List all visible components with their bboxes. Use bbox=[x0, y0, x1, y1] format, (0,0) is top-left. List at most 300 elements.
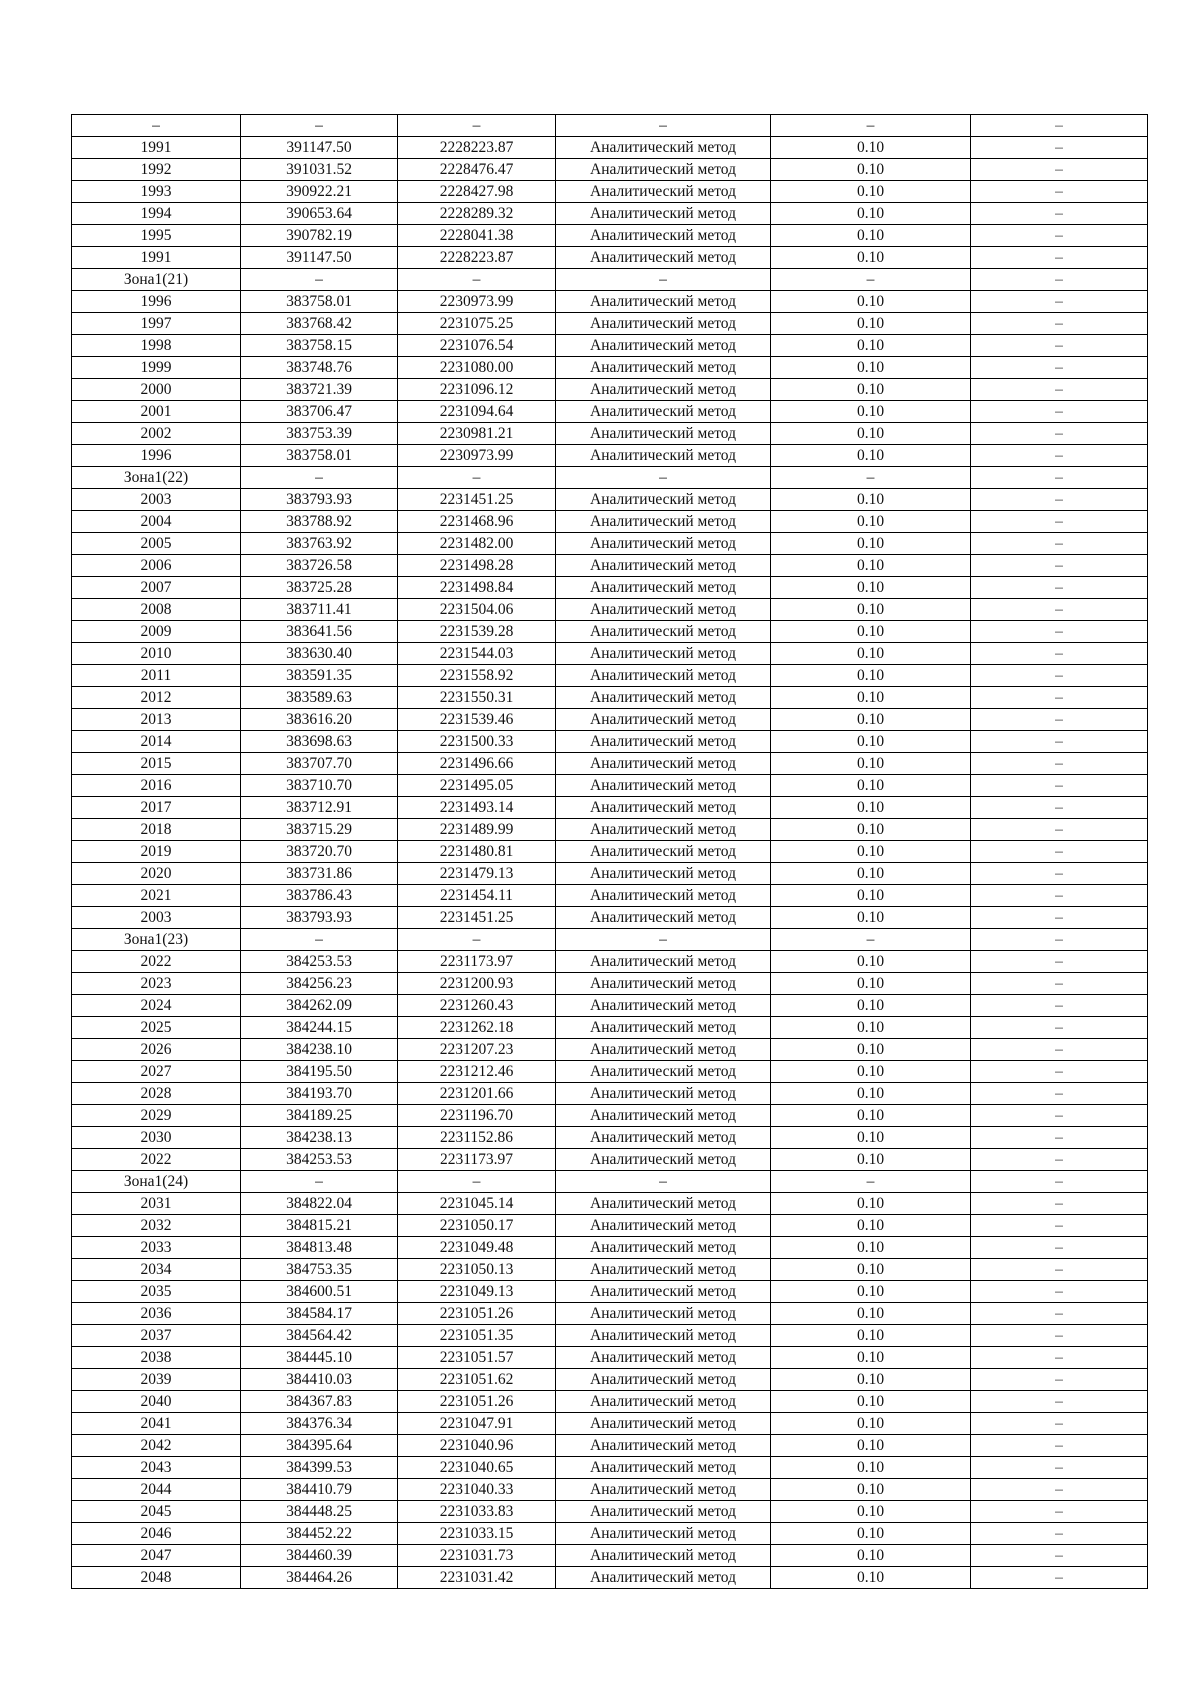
accuracy-cell: 0.10 bbox=[771, 1391, 971, 1413]
x-coordinate-cell: 383786.43 bbox=[241, 885, 398, 907]
table-row bbox=[72, 863, 1148, 885]
x-coordinate-cell: 390782.19 bbox=[241, 225, 398, 247]
method-cell: Аналитический метод bbox=[556, 687, 771, 709]
method-cell: Аналитический метод bbox=[556, 643, 771, 665]
point-number-cell: 2041 bbox=[72, 1413, 241, 1435]
table-row bbox=[72, 335, 1148, 357]
table-row bbox=[72, 1325, 1148, 1347]
table-row bbox=[72, 819, 1148, 841]
x-coordinate-cell: 384253.53 bbox=[241, 1149, 398, 1171]
description-cell: – bbox=[971, 1237, 1148, 1259]
accuracy-cell: 0.10 bbox=[771, 973, 971, 995]
table-row bbox=[72, 137, 1148, 159]
table-row bbox=[72, 753, 1148, 775]
y-coordinate-cell: 2230973.99 bbox=[398, 445, 556, 467]
description-cell: – bbox=[971, 885, 1148, 907]
description-cell: – bbox=[971, 1325, 1148, 1347]
point-number-cell: 2045 bbox=[72, 1501, 241, 1523]
point-number-cell: 2009 bbox=[72, 621, 241, 643]
y-coordinate-cell: 2228289.32 bbox=[398, 203, 556, 225]
x-coordinate-cell: 384193.70 bbox=[241, 1083, 398, 1105]
description-cell: – bbox=[971, 159, 1148, 181]
y-coordinate-cell: – bbox=[398, 269, 556, 291]
x-coordinate-cell: 383641.56 bbox=[241, 621, 398, 643]
accuracy-cell: 0.10 bbox=[771, 401, 971, 423]
table-row bbox=[72, 1545, 1148, 1567]
x-coordinate-cell: 384262.09 bbox=[241, 995, 398, 1017]
y-coordinate-cell: 2231451.25 bbox=[398, 907, 556, 929]
x-coordinate-cell: 383721.39 bbox=[241, 379, 398, 401]
y-coordinate-cell: 2231033.83 bbox=[398, 1501, 556, 1523]
table-row bbox=[72, 401, 1148, 423]
table-row bbox=[72, 1215, 1148, 1237]
point-number-cell: 2025 bbox=[72, 1017, 241, 1039]
table-row bbox=[72, 599, 1148, 621]
point-number-cell: 2002 bbox=[72, 423, 241, 445]
accuracy-cell: 0.10 bbox=[771, 423, 971, 445]
point-number-cell: 2030 bbox=[72, 1127, 241, 1149]
x-coordinate-cell: 384564.42 bbox=[241, 1325, 398, 1347]
x-coordinate-cell: 384460.39 bbox=[241, 1545, 398, 1567]
y-coordinate-cell: 2230973.99 bbox=[398, 291, 556, 313]
y-coordinate-cell: 2231031.73 bbox=[398, 1545, 556, 1567]
x-coordinate-cell: 390922.21 bbox=[241, 181, 398, 203]
y-coordinate-cell: 2231539.46 bbox=[398, 709, 556, 731]
table-row bbox=[72, 1171, 1148, 1193]
accuracy-cell: 0.10 bbox=[771, 225, 971, 247]
x-coordinate-cell: 384753.35 bbox=[241, 1259, 398, 1281]
description-cell: – bbox=[971, 1215, 1148, 1237]
table-row bbox=[72, 247, 1148, 269]
y-coordinate-cell: 2231051.35 bbox=[398, 1325, 556, 1347]
point-number-cell: 1999 bbox=[72, 357, 241, 379]
accuracy-cell: 0.10 bbox=[771, 1193, 971, 1215]
description-cell: – bbox=[971, 819, 1148, 841]
table-row bbox=[72, 1017, 1148, 1039]
point-number-cell: 2034 bbox=[72, 1259, 241, 1281]
y-coordinate-cell: 2231075.25 bbox=[398, 313, 556, 335]
table-row bbox=[72, 907, 1148, 929]
table-row bbox=[72, 379, 1148, 401]
method-cell: Аналитический метод bbox=[556, 753, 771, 775]
table-row bbox=[72, 709, 1148, 731]
method-cell: Аналитический метод bbox=[556, 577, 771, 599]
y-coordinate-cell: 2231482.00 bbox=[398, 533, 556, 555]
description-cell: – bbox=[971, 1391, 1148, 1413]
description-cell: – bbox=[971, 1281, 1148, 1303]
point-number-cell: 2043 bbox=[72, 1457, 241, 1479]
accuracy-cell: 0.10 bbox=[771, 1347, 971, 1369]
y-coordinate-cell: 2231495.05 bbox=[398, 775, 556, 797]
accuracy-cell: 0.10 bbox=[771, 159, 971, 181]
x-coordinate-cell: 384253.53 bbox=[241, 951, 398, 973]
point-number-cell: 2006 bbox=[72, 555, 241, 577]
x-coordinate-cell: 384256.23 bbox=[241, 973, 398, 995]
description-cell: – bbox=[971, 1149, 1148, 1171]
method-cell: Аналитический метод bbox=[556, 797, 771, 819]
x-coordinate-cell: 384815.21 bbox=[241, 1215, 398, 1237]
method-cell: – bbox=[556, 269, 771, 291]
x-coordinate-cell: 384464.26 bbox=[241, 1567, 398, 1589]
accuracy-cell: 0.10 bbox=[771, 555, 971, 577]
point-number-cell: 2036 bbox=[72, 1303, 241, 1325]
x-coordinate-cell: 383748.76 bbox=[241, 357, 398, 379]
table-row bbox=[72, 1039, 1148, 1061]
y-coordinate-cell: 2231201.66 bbox=[398, 1083, 556, 1105]
method-cell: Аналитический метод bbox=[556, 863, 771, 885]
point-number-cell: 2044 bbox=[72, 1479, 241, 1501]
method-cell: Аналитический метод bbox=[556, 665, 771, 687]
x-coordinate-cell: 383788.92 bbox=[241, 511, 398, 533]
accuracy-cell: 0.10 bbox=[771, 1105, 971, 1127]
table-row bbox=[72, 1105, 1148, 1127]
y-coordinate-cell: 2231051.62 bbox=[398, 1369, 556, 1391]
description-cell: – bbox=[971, 1017, 1148, 1039]
point-number-cell: 2013 bbox=[72, 709, 241, 731]
accuracy-cell: – bbox=[771, 929, 971, 951]
x-coordinate-cell: 383707.70 bbox=[241, 753, 398, 775]
x-coordinate-cell: 383710.70 bbox=[241, 775, 398, 797]
point-number-cell: 2046 bbox=[72, 1523, 241, 1545]
x-coordinate-cell: 384395.64 bbox=[241, 1435, 398, 1457]
method-cell: Аналитический метод bbox=[556, 621, 771, 643]
point-number-cell: Зона1(21) bbox=[72, 269, 241, 291]
y-coordinate-cell: 2231096.12 bbox=[398, 379, 556, 401]
table-row bbox=[72, 1369, 1148, 1391]
x-coordinate-cell: 384367.83 bbox=[241, 1391, 398, 1413]
accuracy-cell: 0.10 bbox=[771, 1083, 971, 1105]
table-row bbox=[72, 1259, 1148, 1281]
x-coordinate-cell: 384195.50 bbox=[241, 1061, 398, 1083]
x-coordinate-cell: 383715.29 bbox=[241, 819, 398, 841]
point-number-cell: 2042 bbox=[72, 1435, 241, 1457]
x-coordinate-cell: 383630.40 bbox=[241, 643, 398, 665]
y-coordinate-cell: 2231500.33 bbox=[398, 731, 556, 753]
table-row bbox=[72, 1435, 1148, 1457]
x-coordinate-cell: – bbox=[241, 467, 398, 489]
method-cell: Аналитический метод bbox=[556, 1237, 771, 1259]
description-cell: – bbox=[971, 1567, 1148, 1589]
description-cell: – bbox=[971, 379, 1148, 401]
accuracy-cell: 0.10 bbox=[771, 665, 971, 687]
method-cell: Аналитический метод bbox=[556, 225, 771, 247]
method-cell: Аналитический метод bbox=[556, 291, 771, 313]
accuracy-cell: 0.10 bbox=[771, 1523, 971, 1545]
table-row bbox=[72, 687, 1148, 709]
accuracy-cell: 0.10 bbox=[771, 841, 971, 863]
y-coordinate-cell: – bbox=[398, 929, 556, 951]
x-coordinate-cell: 391147.50 bbox=[241, 137, 398, 159]
table-row bbox=[72, 995, 1148, 1017]
point-number-cell: 1995 bbox=[72, 225, 241, 247]
description-cell: – bbox=[971, 1369, 1148, 1391]
y-coordinate-cell: 2231493.14 bbox=[398, 797, 556, 819]
accuracy-cell: 0.10 bbox=[771, 1457, 971, 1479]
description-cell: – bbox=[971, 1501, 1148, 1523]
description-cell: – bbox=[971, 269, 1148, 291]
y-coordinate-cell: 2231498.28 bbox=[398, 555, 556, 577]
method-cell: Аналитический метод bbox=[556, 775, 771, 797]
x-coordinate-cell: 384376.34 bbox=[241, 1413, 398, 1435]
accuracy-cell: 0.10 bbox=[771, 863, 971, 885]
table-row bbox=[72, 181, 1148, 203]
y-coordinate-cell: 2231196.70 bbox=[398, 1105, 556, 1127]
method-cell: Аналитический метод bbox=[556, 1567, 771, 1589]
table-row bbox=[72, 1303, 1148, 1325]
description-cell: – bbox=[971, 357, 1148, 379]
method-cell: Аналитический метод bbox=[556, 1391, 771, 1413]
method-cell: Аналитический метод bbox=[556, 511, 771, 533]
accuracy-cell: 0.10 bbox=[771, 511, 971, 533]
table-row bbox=[72, 489, 1148, 511]
table-row bbox=[72, 1281, 1148, 1303]
accuracy-cell: 0.10 bbox=[771, 885, 971, 907]
point-number-cell: 2023 bbox=[72, 973, 241, 995]
description-cell: – bbox=[971, 1171, 1148, 1193]
table-row bbox=[72, 885, 1148, 907]
method-cell: Аналитический метод bbox=[556, 709, 771, 731]
y-coordinate-cell: 2228476.47 bbox=[398, 159, 556, 181]
table-row bbox=[72, 1061, 1148, 1083]
description-cell: – bbox=[971, 1303, 1148, 1325]
x-coordinate-cell: 391147.50 bbox=[241, 247, 398, 269]
method-cell: – bbox=[556, 929, 771, 951]
method-cell: Аналитический метод bbox=[556, 1083, 771, 1105]
description-cell: – bbox=[971, 137, 1148, 159]
point-number-cell: 2022 bbox=[72, 951, 241, 973]
table-row bbox=[72, 357, 1148, 379]
description-cell: – bbox=[971, 467, 1148, 489]
method-cell: Аналитический метод bbox=[556, 885, 771, 907]
method-cell: Аналитический метод bbox=[556, 137, 771, 159]
table-row bbox=[72, 665, 1148, 687]
point-number-cell: 2016 bbox=[72, 775, 241, 797]
x-coordinate-cell: 383758.01 bbox=[241, 291, 398, 313]
point-number-cell: 2048 bbox=[72, 1567, 241, 1589]
point-number-cell: 2011 bbox=[72, 665, 241, 687]
point-number-cell: Зона1(22) bbox=[72, 467, 241, 489]
accuracy-cell: 0.10 bbox=[771, 907, 971, 929]
table-row bbox=[72, 1237, 1148, 1259]
method-cell: Аналитический метод bbox=[556, 1193, 771, 1215]
description-cell: – bbox=[971, 313, 1148, 335]
method-cell: Аналитический метод bbox=[556, 1149, 771, 1171]
y-coordinate-cell: 2231049.48 bbox=[398, 1237, 556, 1259]
accuracy-cell: 0.10 bbox=[771, 753, 971, 775]
x-coordinate-cell: 384813.48 bbox=[241, 1237, 398, 1259]
accuracy-cell: 0.10 bbox=[771, 1149, 971, 1171]
description-cell: – bbox=[971, 1435, 1148, 1457]
accuracy-cell: 0.10 bbox=[771, 1435, 971, 1457]
table-row bbox=[72, 225, 1148, 247]
method-cell: Аналитический метод bbox=[556, 1369, 771, 1391]
method-cell: Аналитический метод bbox=[556, 1281, 771, 1303]
point-number-cell: 2028 bbox=[72, 1083, 241, 1105]
y-coordinate-cell: 2231040.96 bbox=[398, 1435, 556, 1457]
accuracy-cell: – bbox=[771, 269, 971, 291]
description-cell: – bbox=[971, 489, 1148, 511]
method-cell: Аналитический метод bbox=[556, 379, 771, 401]
y-coordinate-cell: 2231051.26 bbox=[398, 1303, 556, 1325]
table-row bbox=[72, 621, 1148, 643]
y-coordinate-cell: 2231051.57 bbox=[398, 1347, 556, 1369]
table-row bbox=[72, 973, 1148, 995]
table-row bbox=[72, 1391, 1148, 1413]
point-number-cell: 1994 bbox=[72, 203, 241, 225]
x-coordinate-cell: 383698.63 bbox=[241, 731, 398, 753]
x-coordinate-cell: – bbox=[241, 1171, 398, 1193]
description-cell: – bbox=[971, 687, 1148, 709]
point-number-cell: 1993 bbox=[72, 181, 241, 203]
accuracy-cell: 0.10 bbox=[771, 577, 971, 599]
description-cell: – bbox=[971, 247, 1148, 269]
x-coordinate-cell: 383706.47 bbox=[241, 401, 398, 423]
table-row bbox=[72, 1193, 1148, 1215]
y-coordinate-cell: 2231468.96 bbox=[398, 511, 556, 533]
accuracy-cell: 0.10 bbox=[771, 1479, 971, 1501]
y-coordinate-cell: 2231558.92 bbox=[398, 665, 556, 687]
x-coordinate-cell: 383591.35 bbox=[241, 665, 398, 687]
y-coordinate-cell: 2231094.64 bbox=[398, 401, 556, 423]
point-number-cell: 1996 bbox=[72, 291, 241, 313]
method-cell: Аналитический метод bbox=[556, 1127, 771, 1149]
x-coordinate-cell: 383793.93 bbox=[241, 907, 398, 929]
table-row bbox=[72, 1413, 1148, 1435]
y-coordinate-cell: 2231045.14 bbox=[398, 1193, 556, 1215]
table-row bbox=[72, 797, 1148, 819]
y-coordinate-cell: 2231539.28 bbox=[398, 621, 556, 643]
accuracy-cell: 0.10 bbox=[771, 621, 971, 643]
point-number-cell: 1991 bbox=[72, 137, 241, 159]
point-number-cell: 2014 bbox=[72, 731, 241, 753]
point-number-cell: 2012 bbox=[72, 687, 241, 709]
accuracy-cell: – bbox=[771, 115, 971, 137]
x-coordinate-cell: 383758.15 bbox=[241, 335, 398, 357]
description-cell: – bbox=[971, 1523, 1148, 1545]
accuracy-cell: 0.10 bbox=[771, 1303, 971, 1325]
description-cell: – bbox=[971, 841, 1148, 863]
point-number-cell: 1996 bbox=[72, 445, 241, 467]
y-coordinate-cell: 2231480.81 bbox=[398, 841, 556, 863]
method-cell: Аналитический метод bbox=[556, 907, 771, 929]
y-coordinate-cell: 2231047.91 bbox=[398, 1413, 556, 1435]
accuracy-cell: 0.10 bbox=[771, 1501, 971, 1523]
description-cell: – bbox=[971, 907, 1148, 929]
accuracy-cell: 0.10 bbox=[771, 1259, 971, 1281]
method-cell: Аналитический метод bbox=[556, 973, 771, 995]
method-cell: Аналитический метод bbox=[556, 423, 771, 445]
method-cell: Аналитический метод bbox=[556, 1325, 771, 1347]
y-coordinate-cell: – bbox=[398, 115, 556, 137]
point-number-cell: 2001 bbox=[72, 401, 241, 423]
description-cell: – bbox=[971, 1457, 1148, 1479]
y-coordinate-cell: 2228223.87 bbox=[398, 247, 556, 269]
y-coordinate-cell: 2231033.15 bbox=[398, 1523, 556, 1545]
table-row bbox=[72, 115, 1148, 137]
method-cell: Аналитический метод bbox=[556, 445, 771, 467]
y-coordinate-cell: 2231262.18 bbox=[398, 1017, 556, 1039]
method-cell: Аналитический метод bbox=[556, 1215, 771, 1237]
x-coordinate-cell: 384452.22 bbox=[241, 1523, 398, 1545]
accuracy-cell: 0.10 bbox=[771, 797, 971, 819]
accuracy-cell: 0.10 bbox=[771, 1127, 971, 1149]
method-cell: Аналитический метод bbox=[556, 181, 771, 203]
description-cell: – bbox=[971, 973, 1148, 995]
method-cell: Аналитический метод bbox=[556, 599, 771, 621]
y-coordinate-cell: 2231050.17 bbox=[398, 1215, 556, 1237]
y-coordinate-cell: 2231051.26 bbox=[398, 1391, 556, 1413]
accuracy-cell: 0.10 bbox=[771, 1369, 971, 1391]
x-coordinate-cell: 383793.93 bbox=[241, 489, 398, 511]
y-coordinate-cell: 2231498.84 bbox=[398, 577, 556, 599]
accuracy-cell: 0.10 bbox=[771, 1039, 971, 1061]
x-coordinate-cell: 391031.52 bbox=[241, 159, 398, 181]
x-coordinate-cell: 383758.01 bbox=[241, 445, 398, 467]
description-cell: – bbox=[971, 181, 1148, 203]
accuracy-cell: 0.10 bbox=[771, 709, 971, 731]
y-coordinate-cell: 2231504.06 bbox=[398, 599, 556, 621]
x-coordinate-cell: 384244.15 bbox=[241, 1017, 398, 1039]
x-coordinate-cell: 383726.58 bbox=[241, 555, 398, 577]
accuracy-cell: 0.10 bbox=[771, 533, 971, 555]
method-cell: Аналитический метод bbox=[556, 313, 771, 335]
method-cell: Аналитический метод bbox=[556, 819, 771, 841]
description-cell: – bbox=[971, 731, 1148, 753]
y-coordinate-cell: 2231173.97 bbox=[398, 951, 556, 973]
y-coordinate-cell: 2231040.65 bbox=[398, 1457, 556, 1479]
description-cell: – bbox=[971, 1193, 1148, 1215]
method-cell: Аналитический метод bbox=[556, 1061, 771, 1083]
y-coordinate-cell: 2231152.86 bbox=[398, 1127, 556, 1149]
accuracy-cell: 0.10 bbox=[771, 1413, 971, 1435]
x-coordinate-cell: 384445.10 bbox=[241, 1347, 398, 1369]
method-cell: Аналитический метод bbox=[556, 1303, 771, 1325]
description-cell: – bbox=[971, 1347, 1148, 1369]
method-cell: Аналитический метод bbox=[556, 555, 771, 577]
method-cell: – bbox=[556, 1171, 771, 1193]
point-number-cell: 2017 bbox=[72, 797, 241, 819]
description-cell: – bbox=[971, 621, 1148, 643]
method-cell: Аналитический метод bbox=[556, 1435, 771, 1457]
point-number-cell: 2031 bbox=[72, 1193, 241, 1215]
x-coordinate-cell: 390653.64 bbox=[241, 203, 398, 225]
x-coordinate-cell: 384189.25 bbox=[241, 1105, 398, 1127]
table-row bbox=[72, 1149, 1148, 1171]
point-number-cell: 1991 bbox=[72, 247, 241, 269]
description-cell: – bbox=[971, 1259, 1148, 1281]
table-row bbox=[72, 1127, 1148, 1149]
method-cell: Аналитический метод bbox=[556, 731, 771, 753]
point-number-cell: Зона1(23) bbox=[72, 929, 241, 951]
x-coordinate-cell: – bbox=[241, 929, 398, 951]
y-coordinate-cell: 2231260.43 bbox=[398, 995, 556, 1017]
accuracy-cell: 0.10 bbox=[771, 181, 971, 203]
y-coordinate-cell: 2231050.13 bbox=[398, 1259, 556, 1281]
point-number-cell: 2020 bbox=[72, 863, 241, 885]
x-coordinate-cell: 383763.92 bbox=[241, 533, 398, 555]
point-number-cell: 2000 bbox=[72, 379, 241, 401]
description-cell: – bbox=[971, 951, 1148, 973]
table-row bbox=[72, 291, 1148, 313]
method-cell: Аналитический метод bbox=[556, 841, 771, 863]
x-coordinate-cell: 384238.13 bbox=[241, 1127, 398, 1149]
description-cell: – bbox=[971, 797, 1148, 819]
description-cell: – bbox=[971, 863, 1148, 885]
method-cell: Аналитический метод bbox=[556, 1479, 771, 1501]
accuracy-cell: 0.10 bbox=[771, 379, 971, 401]
point-number-cell: 2024 bbox=[72, 995, 241, 1017]
point-number-cell: 2019 bbox=[72, 841, 241, 863]
